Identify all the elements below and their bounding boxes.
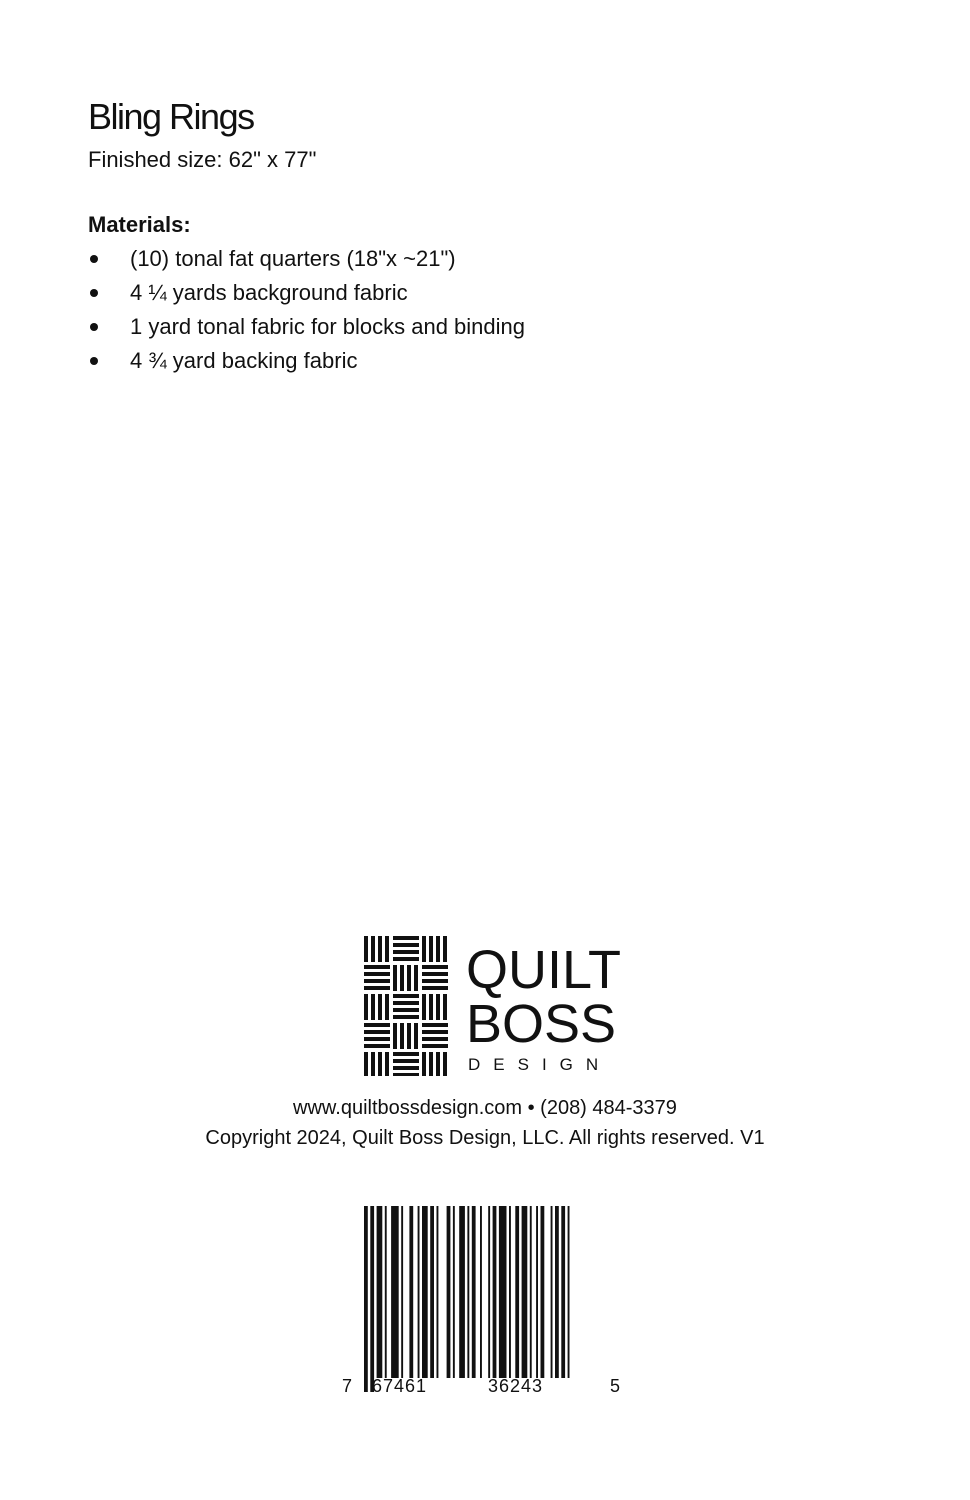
logo-stripe — [422, 1023, 448, 1027]
logo-stripe — [393, 1008, 419, 1012]
barcode-bar — [364, 1206, 368, 1392]
barcode-bar — [499, 1206, 507, 1378]
quilt-boss-logo — [364, 936, 634, 1076]
bullet-icon — [90, 255, 98, 263]
logo-stripe — [364, 1052, 368, 1076]
logo-stripe — [422, 965, 448, 969]
logo-stripe — [436, 994, 440, 1020]
barcode-bar — [377, 1206, 383, 1378]
materials-list — [88, 244, 525, 380]
barcode-bars — [364, 1206, 570, 1392]
barcode-bar — [568, 1206, 570, 1378]
logo-stripe — [393, 1066, 419, 1070]
logo-stripe — [414, 1023, 418, 1049]
logo-stripe — [400, 965, 404, 991]
barcode-bar — [493, 1206, 497, 1378]
logo-stripe — [393, 943, 419, 947]
logo-stripe — [429, 994, 433, 1020]
contact-line: www.quiltbossdesign.com • (208) 484-3379 — [293, 1097, 677, 1119]
woven-grid-icon — [364, 936, 448, 1076]
barcode-bar — [522, 1206, 528, 1378]
logo-stripe — [422, 1052, 426, 1076]
material-label: 4 ¾ yard backing fabric — [130, 348, 358, 373]
logo-stripe — [443, 936, 447, 962]
barcode-bar — [515, 1206, 519, 1378]
barcode-bar — [401, 1206, 403, 1378]
barcode-right-group: 36243 — [488, 1376, 544, 1396]
logo-stripe — [422, 972, 448, 976]
finished-size: Finished size: 62" x 77" — [88, 147, 317, 172]
barcode-bar — [422, 1206, 428, 1378]
logo-stripe — [364, 986, 390, 990]
barcode-check-digit: 5 — [610, 1376, 621, 1396]
barcode-left-group: 67461 — [372, 1376, 428, 1396]
logo-stripe — [371, 994, 375, 1020]
logo-stripe — [393, 965, 397, 991]
barcode-bar — [561, 1206, 565, 1378]
logo-stripe — [422, 986, 448, 990]
barcode-bar — [409, 1206, 413, 1378]
logo-stripe — [364, 1044, 390, 1048]
logo-stripe — [422, 936, 426, 962]
barcode-bar — [437, 1206, 439, 1378]
copyright-line: Copyright 2024, Quilt Boss Design, LLC. All rights reserved. V1 — [205, 1127, 765, 1149]
logo-stripe — [371, 936, 375, 962]
barcode-lead-digit: 7 — [342, 1376, 353, 1396]
logo-stripe — [414, 965, 418, 991]
barcode-bar — [418, 1206, 420, 1378]
barcode-bar — [541, 1206, 545, 1378]
logo-stripe — [385, 936, 389, 962]
logo-stripe — [385, 994, 389, 1020]
logo-stripe — [364, 965, 390, 969]
logo-stripe — [378, 994, 382, 1020]
material-label: 4 ¼ yards background fabric — [130, 280, 408, 305]
logo-stripe — [393, 994, 419, 998]
list-item — [88, 312, 525, 346]
logo-stripe — [429, 936, 433, 962]
barcode-bar — [467, 1206, 469, 1378]
logo-stripe — [422, 979, 448, 983]
barcode-bar — [370, 1206, 374, 1392]
logo-stripe — [393, 1001, 419, 1005]
barcode-bar — [447, 1206, 451, 1378]
logo-stripe — [400, 1023, 404, 1049]
logo-stripe — [364, 979, 390, 983]
barcode-bar — [555, 1206, 559, 1378]
logo-stripe — [393, 1023, 397, 1049]
logo-stripe — [364, 1030, 390, 1034]
logo-stripe — [422, 1044, 448, 1048]
list-item — [88, 346, 525, 380]
barcode-bar — [430, 1206, 434, 1378]
logo-stripe — [393, 1073, 419, 1076]
logo-stripe — [393, 957, 419, 961]
logo-stripe — [364, 972, 390, 976]
logo-stripe — [422, 994, 426, 1020]
materials-heading: Materials: — [88, 212, 191, 237]
list-item — [88, 278, 525, 312]
barcode-bar — [509, 1206, 511, 1378]
logo-stripe — [436, 1052, 440, 1076]
logo-design: DESIGN — [468, 1055, 612, 1074]
logo-stripe — [436, 936, 440, 962]
bullet-icon — [90, 323, 98, 331]
logo-stripe — [378, 1052, 382, 1076]
logo-stripe — [407, 965, 411, 991]
logo-boss: BOSS — [466, 994, 617, 1054]
logo-stripe — [364, 1023, 390, 1027]
logo-stripe — [443, 994, 447, 1020]
logo-stripe — [393, 936, 419, 940]
logo-stripe — [393, 950, 419, 954]
logo-stripe — [422, 1037, 448, 1041]
bullet-icon — [90, 289, 98, 297]
barcode-bar — [488, 1206, 490, 1378]
material-label: (10) tonal fat quarters (18"x ~21") — [130, 246, 456, 271]
logo-stripe — [364, 1037, 390, 1041]
logo-quilt: QUILT — [466, 940, 622, 1000]
logo-stripe — [371, 1052, 375, 1076]
barcode-bar — [385, 1206, 387, 1378]
barcode-bar — [551, 1206, 553, 1378]
pattern-title: Bling Rings — [88, 96, 254, 137]
logo-stripe — [385, 1052, 389, 1076]
logo-stripe — [422, 1030, 448, 1034]
logo-stripe — [429, 1052, 433, 1076]
logo-stripe — [393, 1059, 419, 1063]
barcode-bar — [391, 1206, 399, 1378]
logo-stripe — [364, 936, 368, 962]
barcode-bar — [459, 1206, 465, 1378]
barcode-bar — [536, 1206, 538, 1378]
barcode-bar — [472, 1206, 476, 1378]
barcode-bar — [453, 1206, 455, 1378]
bullet-icon — [90, 357, 98, 365]
material-label: 1 yard tonal fabric for blocks and binding — [130, 314, 526, 339]
logo-stripe — [393, 1015, 419, 1019]
barcode-bar — [480, 1206, 482, 1378]
logo-stripe — [378, 936, 382, 962]
logo-stripe — [443, 1052, 447, 1076]
barcode-bar — [530, 1206, 532, 1378]
list-item — [88, 244, 525, 278]
logo-stripe — [393, 1052, 419, 1056]
logo-stripe — [364, 994, 368, 1020]
logo-stripe — [407, 1023, 411, 1049]
